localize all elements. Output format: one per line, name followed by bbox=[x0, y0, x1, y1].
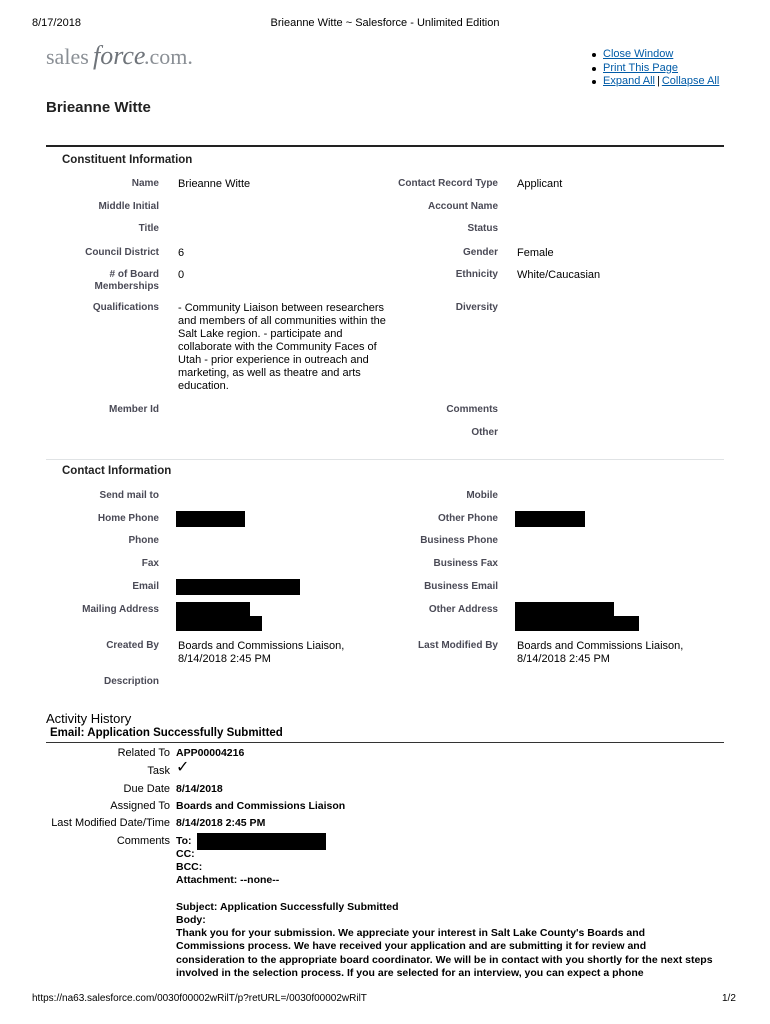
activity-label-task: Task bbox=[147, 765, 170, 777]
link-separator: | bbox=[656, 75, 660, 87]
activity-label-comments: Comments bbox=[116, 835, 170, 847]
field-value-created-by: Boards and Commissions Liaison, 8/14/2018 2:45 PM bbox=[178, 640, 345, 665]
field-label-email: Email bbox=[132, 581, 159, 592]
activity-subject-heading: Email: Application Successfully Submitted bbox=[50, 727, 283, 739]
field-value-gender: Female bbox=[517, 247, 554, 259]
field-label-status: Status bbox=[467, 223, 498, 234]
activity-value-body: Thank you for your submission. We appreciate your interest in Salt Lake County's Boards and Commissions process. We have received your application and are submitting it for review and consideration to the appropriate board coordinator. We will be in contact with you shortly for the next steps involved in the selection process. If you are selected for an interview, you can expect a phone bbox=[176, 927, 713, 979]
activity-value-cc: CC: bbox=[176, 848, 195, 860]
field-label-name: Name bbox=[131, 178, 159, 189]
field-label-comments: Comments bbox=[446, 404, 498, 415]
field-label-fax: Fax bbox=[141, 558, 159, 569]
close-window-item bbox=[590, 48, 719, 62]
activity-value-related-to[interactable]: APP00004216 bbox=[176, 747, 245, 759]
activity-value-bcc: BCC: bbox=[176, 861, 203, 873]
section-divider bbox=[46, 145, 724, 147]
print-title: Brieanne Witte ~ Salesforce - Unlimited Edition bbox=[270, 17, 500, 29]
field-value-name: Brieanne Witte bbox=[178, 178, 251, 190]
field-value-last-modified-by: Boards and Commissions Liaison, 8/14/2018 2:45 PM bbox=[517, 640, 684, 665]
field-label-description: Description bbox=[103, 676, 159, 687]
field-label-business-fax: Business Fax bbox=[433, 558, 498, 569]
field-label-created-by: Created By bbox=[106, 640, 159, 651]
redacted-email-recipient bbox=[197, 833, 326, 850]
activity-label-related-to: Related To bbox=[117, 747, 170, 759]
svg-text:force: force bbox=[93, 41, 146, 70]
redacted-email bbox=[176, 579, 300, 595]
field-label-mailing-address: Mailing Address bbox=[82, 604, 159, 615]
field-label-other-phone: Other Phone bbox=[437, 513, 498, 524]
field-label-diversity: Diversity bbox=[455, 302, 498, 313]
page-title: Brieanne Witte bbox=[46, 99, 151, 116]
field-label-council-district: Council District bbox=[85, 247, 159, 258]
field-label-middle-initial: Middle Initial bbox=[98, 201, 159, 212]
field-label-last-modified-by: Last Modified By bbox=[417, 640, 498, 651]
field-label-mobile: Mobile bbox=[466, 490, 498, 501]
field-label-title: Title bbox=[138, 223, 159, 234]
close-window-link[interactable]: Close Window bbox=[603, 48, 674, 60]
activity-value-due-date: 8/14/2018 bbox=[176, 783, 223, 795]
checkmark-icon: ✓ bbox=[176, 759, 190, 776]
field-label-qualifications: Qualifications bbox=[92, 302, 159, 313]
field-label-gender: Gender bbox=[462, 247, 498, 258]
print-page-link[interactable]: Print This Page bbox=[603, 61, 679, 74]
field-label-board-memberships: # of Board Memberships bbox=[94, 269, 159, 292]
redacted-other-phone bbox=[515, 511, 585, 527]
field-label-ethnicity: Ethnicity bbox=[455, 269, 498, 280]
page-number: 1/2 bbox=[722, 993, 736, 1004]
redacted-home-phone bbox=[176, 511, 245, 527]
print-date: 8/17/2018 bbox=[32, 17, 81, 29]
salesforce-logo bbox=[46, 40, 193, 80]
print-page-item bbox=[590, 62, 719, 76]
activity-value-subject: Subject: Application Successfully Submitted bbox=[176, 901, 399, 913]
activity-label-due-date: Due Date bbox=[123, 783, 170, 795]
redacted-other-address bbox=[515, 616, 639, 631]
field-value-board-memberships: 0 bbox=[178, 269, 185, 281]
field-label-other-address: Other Address bbox=[428, 604, 498, 615]
section-divider bbox=[46, 459, 724, 460]
field-value-ethnicity: White/Caucasian bbox=[517, 269, 601, 281]
svg-text:sales: sales bbox=[46, 44, 89, 69]
activity-label-last-modified: Last Modified Date/Time bbox=[51, 817, 170, 829]
contact-section-heading[interactable]: Contact Information bbox=[62, 465, 172, 477]
field-value-qualifications: - Community Liaison between researchers and members of all communities within the Salt Lake region. - participate and collaborate with the Community Faces of Utah - prior experience in outreach and marketing, as well as theatre and arts education. bbox=[178, 302, 386, 392]
field-value-council-district: 6 bbox=[178, 247, 185, 259]
field-label-business-phone: Business Phone bbox=[420, 535, 498, 546]
field-label-other: Other bbox=[471, 427, 498, 438]
field-label-send-mail-to: Send mail to bbox=[99, 490, 159, 501]
activity-label-assigned-to: Assigned To bbox=[110, 800, 170, 812]
field-value-contact-record-type: Applicant bbox=[517, 178, 563, 190]
field-label-phone: Phone bbox=[128, 535, 159, 546]
activity-value-last-modified: 8/14/2018 2:45 PM bbox=[176, 817, 266, 829]
redacted-mailing-address bbox=[176, 602, 250, 617]
field-label-business-email: Business Email bbox=[424, 581, 498, 592]
redacted-other-address bbox=[515, 602, 614, 617]
activity-history-title: Activity History bbox=[46, 711, 132, 726]
collapse-all-link[interactable]: Collapse All bbox=[661, 75, 720, 87]
activity-value-to: To: bbox=[176, 835, 192, 847]
activity-divider bbox=[46, 742, 724, 743]
field-label-member-id: Member Id bbox=[108, 404, 159, 415]
action-links bbox=[590, 48, 719, 89]
activity-value-assigned-to: Boards and Commissions Liaison bbox=[176, 800, 346, 812]
redacted-mailing-address bbox=[176, 616, 262, 631]
field-label-contact-record-type: Contact Record Type bbox=[398, 178, 498, 189]
field-label-account-name: Account Name bbox=[427, 201, 498, 212]
field-label-home-phone: Home Phone bbox=[97, 513, 159, 524]
activity-value-body-label: Body: bbox=[176, 914, 206, 926]
constituent-section-heading[interactable]: Constituent Information bbox=[62, 154, 193, 166]
svg-text:.com.: .com. bbox=[144, 44, 193, 69]
expand-collapse-item bbox=[590, 75, 719, 89]
expand-all-link[interactable]: Expand All bbox=[603, 75, 655, 87]
footer-url: https://na63.salesforce.com/0030f00002wRilT/p?retURL=/0030f00002wRilT bbox=[32, 993, 367, 1004]
activity-value-attachment: Attachment: --none-- bbox=[176, 874, 280, 886]
